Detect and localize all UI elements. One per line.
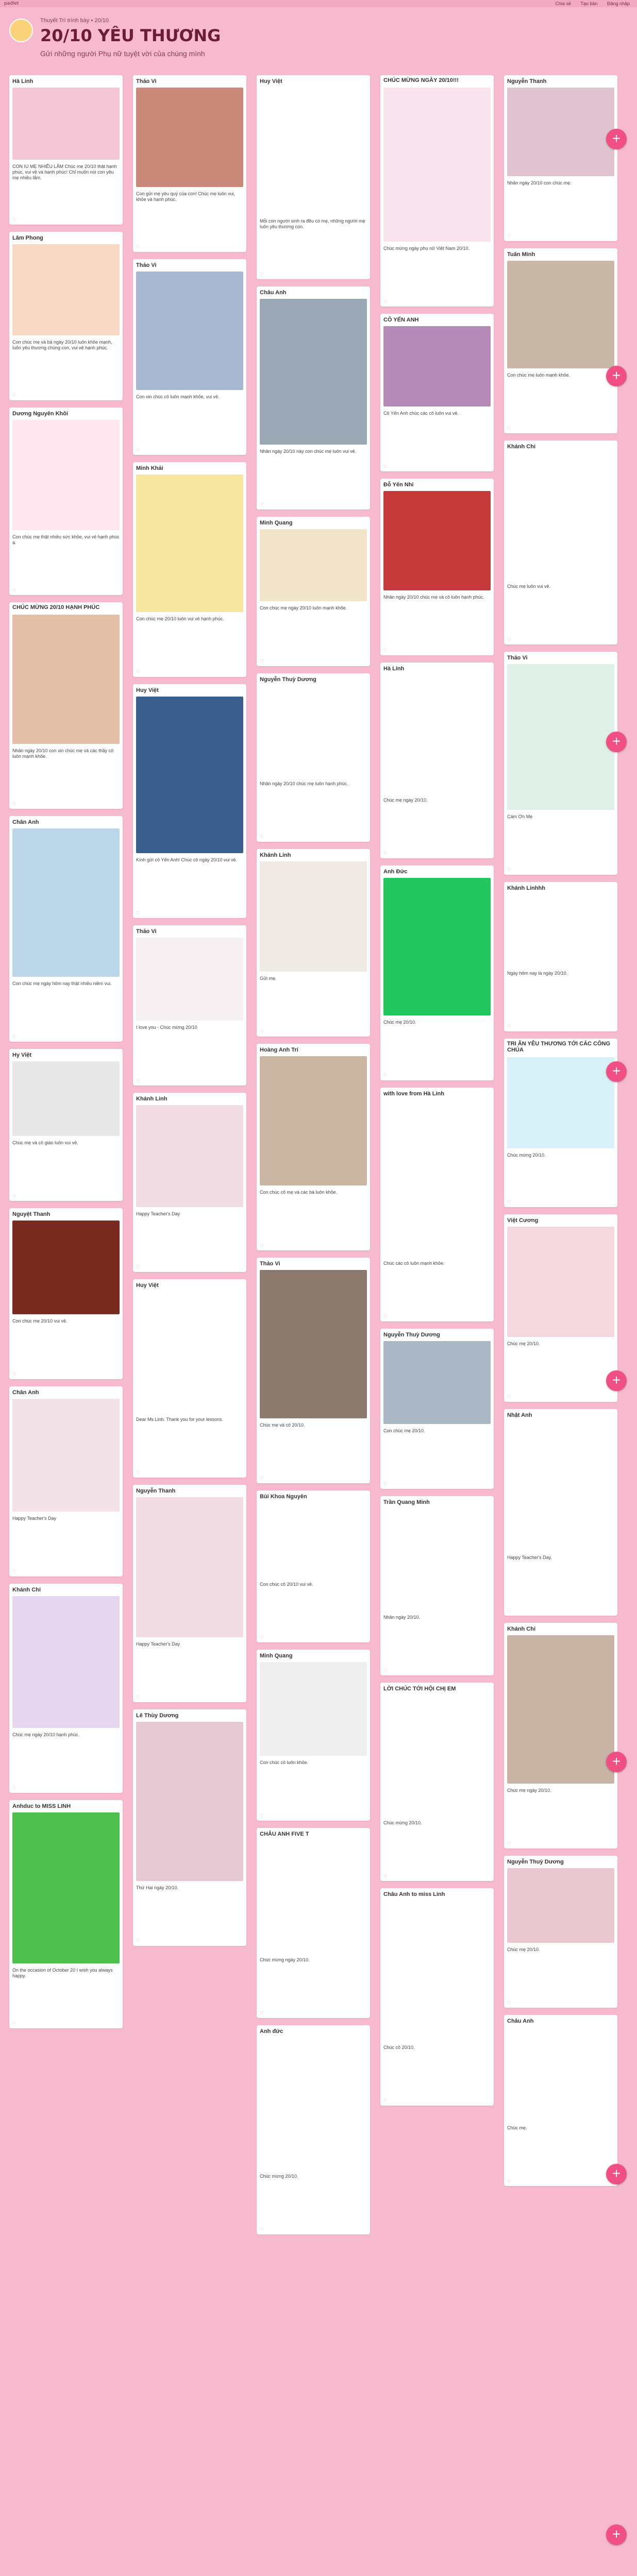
- post-text: Mỗi con người sinh ra đều có mẹ, những người mẹ luôn yêu thương con.: [260, 218, 365, 229]
- post-image: [507, 88, 614, 176]
- post-author: Huy Việt: [136, 1282, 159, 1289]
- post-image: [507, 453, 614, 580]
- post-author: Minh Quang: [260, 1653, 293, 1659]
- post-author: Nguyệt Thanh: [12, 1211, 51, 1217]
- heart-icon[interactable]: ♡: [136, 910, 141, 916]
- post-author: Khánh Linh: [136, 1096, 167, 1102]
- post-card[interactable]: [133, 925, 246, 1086]
- post-author: Nguyễn Thanh: [136, 1488, 176, 1494]
- post-card[interactable]: [504, 1856, 617, 2008]
- heart-icon[interactable]: ♡: [383, 851, 388, 856]
- heart-icon[interactable]: ♡: [260, 658, 264, 664]
- heart-icon[interactable]: ♡: [260, 502, 264, 507]
- heart-icon[interactable]: ♡: [507, 637, 512, 642]
- post-author: Khánh Chi: [507, 1626, 535, 1632]
- nav-share[interactable]: Chia sẻ: [555, 1, 571, 6]
- post-text: Con chúc mẹ 20/10 luôn vui vẻ hạnh phúc.: [136, 616, 224, 621]
- post-image: [260, 686, 367, 777]
- post-author: Thảo Vi: [136, 928, 157, 935]
- post-text: Chúc mẹ ngày 20/10.: [383, 798, 428, 803]
- post-image: [260, 1662, 367, 1756]
- heart-icon[interactable]: ♡: [12, 1034, 17, 1039]
- post-card[interactable]: [133, 1485, 246, 1702]
- post-card[interactable]: [133, 75, 246, 252]
- post-author: Dương Nguyên Khôi: [12, 411, 69, 417]
- post-text: Con chúc mẹ 20/10.: [383, 1428, 425, 1433]
- post-author: Chân Anh: [12, 1389, 39, 1396]
- post-card[interactable]: [133, 259, 246, 455]
- heart-icon[interactable]: ♡: [12, 1569, 17, 1574]
- post-text: Chúc mẹ ngày 20/10.: [507, 1788, 551, 1793]
- heart-icon[interactable]: ♡: [507, 2178, 512, 2183]
- nav-create[interactable]: Tạo bản: [580, 1, 598, 6]
- post-image: [507, 261, 614, 368]
- post-title: CHÚC MỪNG 20/10 HẠNH PHÚC: [12, 604, 100, 611]
- heart-icon[interactable]: ♡: [136, 244, 141, 249]
- heart-icon[interactable]: ♡: [507, 1608, 512, 1613]
- top-nav: [547, 1, 630, 6]
- post-card[interactable]: [504, 652, 617, 875]
- post-author: Huy Việt: [136, 687, 159, 693]
- post-author: Trần Quang Minh: [383, 1499, 430, 1505]
- post-image: [383, 878, 491, 1015]
- heart-icon[interactable]: ♡: [260, 1029, 264, 1034]
- post-card[interactable]: [380, 1329, 494, 1489]
- post-author: Nguyễn Thanh: [507, 78, 547, 84]
- post-image: [12, 244, 120, 335]
- post-image: [12, 615, 120, 744]
- post-image: [136, 938, 243, 1021]
- post-text: Nhân ngày 20/10 con chúc mẹ.: [507, 180, 572, 185]
- post-image: [383, 1100, 491, 1257]
- post-card[interactable]: [257, 1828, 370, 2018]
- post-image: [12, 88, 120, 160]
- post-card[interactable]: [257, 849, 370, 1037]
- post-author: Anhduc to MISS LINH: [12, 1803, 71, 1809]
- post-text: Cô Yến Anh chúc các cô luôn vui vẻ.: [383, 411, 459, 416]
- page-subtitle: Gửi những người Phụ nữ tuyệt vời của chúng mình: [40, 49, 205, 58]
- heart-icon[interactable]: ♡: [12, 2021, 17, 2026]
- heart-icon[interactable]: ♡: [383, 1873, 388, 1878]
- post-text: Ngày hôm nay là ngày 20/10.: [507, 971, 568, 976]
- post-author: with love from Hà Linh: [383, 1091, 444, 1097]
- post-text: Con chúc mẹ ngày hôm nay thật nhiều niềm vui.: [12, 981, 112, 986]
- post-image: [136, 272, 243, 390]
- post-card[interactable]: [504, 248, 617, 433]
- post-image: [260, 529, 367, 601]
- heart-icon[interactable]: ♡: [507, 1394, 512, 1399]
- heart-icon[interactable]: ♡: [12, 217, 17, 222]
- post-text: Con gửi mẹ yêu quý của con! Chúc mẹ luôn vui, khỏe và hạnh phúc.: [136, 191, 236, 202]
- add-post-button[interactable]: +: [606, 1370, 627, 1391]
- post-author: Tuấn Minh: [507, 251, 535, 258]
- post-card[interactable]: [504, 1214, 617, 1402]
- post-text: Chúc mừng 20/10.: [260, 2174, 298, 2179]
- post-image: [12, 420, 120, 530]
- post-text: Chúc cô 20/10.: [383, 2045, 415, 2050]
- heart-icon[interactable]: ♡: [136, 669, 141, 674]
- post-author: Khánh Linhhh: [507, 885, 545, 891]
- add-post-button[interactable]: +: [606, 2524, 627, 2545]
- post-text: Kính gửi cô Yến Anh! Chúc cô ngày 20/10 vui vẻ.: [136, 857, 237, 862]
- post-image: [136, 474, 243, 612]
- post-text: Con chúc mẹ thật nhiều sức khỏe, vui vẻ hạnh phúc ạ.: [12, 534, 120, 545]
- post-text: Chúc mừng 20/10.: [507, 1153, 546, 1158]
- post-author: CÔ YẾN ANH: [383, 317, 419, 323]
- post-text: Nhân ngày 20/10 này con chúc mẹ luôn vui vẻ.: [260, 449, 357, 454]
- post-author: Minh Khải: [136, 465, 163, 471]
- post-text: Chúc mẹ 20/10.: [383, 1020, 416, 1025]
- post-card[interactable]: [9, 1800, 123, 2028]
- post-text: Con chúc mẹ 20/10 vui vẻ.: [12, 1318, 68, 1324]
- heart-icon[interactable]: ♡: [136, 1078, 141, 1083]
- heart-icon[interactable]: ♡: [383, 648, 388, 653]
- post-text: Happy Teacher's Day.: [507, 1555, 552, 1560]
- post-text: Nhân ngày 20/10 chúc mẹ và cô luôn hạnh phúc.: [383, 595, 484, 600]
- heart-icon[interactable]: ♡: [507, 2000, 512, 2005]
- post-image: [383, 88, 491, 242]
- post-image: [383, 1695, 491, 1816]
- post-card[interactable]: [504, 75, 617, 241]
- heart-icon[interactable]: ♡: [507, 233, 512, 239]
- post-image: [260, 299, 367, 445]
- post-author: Nguyễn Thuỳ Dương: [383, 1332, 440, 1338]
- post-card[interactable]: [9, 602, 123, 809]
- post-card[interactable]: [9, 232, 123, 400]
- post-image: [507, 894, 614, 967]
- post-image: [136, 1497, 243, 1637]
- post-text: Chúc mẹ luôn vui vẻ.: [507, 584, 551, 589]
- post-text: Chúc mừng ngày 20/10.: [260, 1957, 310, 1962]
- post-text: Con chúc cô mẹ và các bà luôn khỏe.: [260, 1190, 338, 1195]
- board-header: [9, 15, 318, 67]
- heart-icon[interactable]: ♡: [383, 1314, 388, 1319]
- heart-icon[interactable]: ♡: [136, 1938, 141, 1943]
- post-card[interactable]: [9, 1049, 123, 1201]
- post-card[interactable]: [9, 1584, 123, 1793]
- post-card[interactable]: [257, 75, 370, 279]
- post-author: Châu Anh to miss Linh: [383, 1891, 445, 1897]
- post-author: Châu Anh: [260, 290, 287, 296]
- post-image: [12, 1061, 120, 1136]
- post-author: Khánh Chi: [12, 1587, 41, 1593]
- post-card[interactable]: [504, 1409, 617, 1616]
- heart-icon[interactable]: ♡: [136, 1264, 141, 1269]
- post-title: TRI ÂN YÊU THƯƠNG TỚI CÁC CÔNG CHÚA: [507, 1041, 611, 1053]
- post-image: [383, 1509, 491, 1611]
- post-text: I love you - Chúc mừng 20/10: [136, 1025, 197, 1030]
- post-author: Khánh Chi: [507, 444, 535, 450]
- heart-icon[interactable]: ♡: [12, 1785, 17, 1790]
- post-card[interactable]: [133, 1093, 246, 1272]
- post-image: [136, 88, 243, 187]
- post-card[interactable]: [257, 673, 370, 842]
- heart-icon[interactable]: ♡: [260, 1813, 264, 1818]
- post-text: Con chúc cô luôn khỏe.: [260, 1760, 309, 1765]
- heart-icon[interactable]: ♡: [12, 1371, 17, 1377]
- post-card[interactable]: [9, 75, 123, 225]
- post-card[interactable]: [257, 286, 370, 510]
- post-text: Chúc mẹ.: [507, 2125, 527, 2130]
- post-card[interactable]: [380, 314, 494, 471]
- post-card[interactable]: [504, 440, 617, 645]
- post-text: Chúc mẹ và cô 20/10.: [260, 1422, 305, 1428]
- post-card[interactable]: [380, 866, 494, 1080]
- avatar: [9, 19, 33, 42]
- heart-icon[interactable]: ♡: [507, 426, 512, 431]
- padlet-logo[interactable]: padlet: [4, 1, 19, 6]
- heart-icon[interactable]: ♡: [12, 801, 17, 806]
- post-card[interactable]: [257, 1650, 370, 1821]
- post-text: Chúc mẹ ngày 20/10 hạnh phúc.: [12, 1732, 80, 1737]
- post-author: Thảo Vi: [260, 1261, 280, 1267]
- post-image: [383, 1901, 491, 2041]
- post-author: Hoàng Anh Trí: [260, 1047, 298, 1053]
- post-card[interactable]: [257, 1258, 370, 1483]
- post-author: CHÂU ANH FIVE T: [260, 1831, 309, 1837]
- post-text: Chúc các cô luôn mạnh khỏe.: [383, 1261, 445, 1266]
- post-text: Chúc mừng ngày phụ nữ Việt Nam 20/10.: [383, 246, 470, 251]
- post-text: Happy Teacher's Day: [136, 1641, 180, 1647]
- post-text: Happy Teacher's Day: [136, 1211, 180, 1216]
- post-text: Chúc mẹ 20/10.: [507, 1947, 540, 1952]
- post-text: Nhân ngày 20/10 chúc mẹ luôn hạnh phúc.: [260, 781, 348, 786]
- heart-icon[interactable]: ♡: [507, 1024, 512, 1029]
- post-card[interactable]: [257, 1490, 370, 1642]
- top-bar: [0, 0, 637, 7]
- heart-icon[interactable]: ♡: [383, 1073, 388, 1078]
- post-image: [507, 1227, 614, 1337]
- post-text: Nhân ngày 20/10 con xin chúc mẹ và các thầy cô luôn mạnh khỏe.: [12, 748, 114, 759]
- post-author: Anh Đức: [383, 869, 408, 875]
- post-author: Anh đức: [260, 2028, 283, 2035]
- post-image: [383, 326, 491, 406]
- post-author: Lê Thùy Dương: [136, 1713, 179, 1719]
- post-text: Chúc mừng 20/10.: [383, 1820, 422, 1825]
- post-author: Minh Quang: [260, 520, 293, 526]
- post-text: Con xin chúc cô luôn mạnh khỏe, vui vẻ.: [136, 394, 220, 399]
- post-image: [12, 828, 120, 977]
- heart-icon[interactable]: ♡: [507, 867, 512, 872]
- post-card[interactable]: [133, 1279, 246, 1478]
- post-image: [383, 675, 491, 793]
- heart-icon[interactable]: ♡: [260, 834, 264, 839]
- post-author: Lâm Phong: [12, 235, 43, 241]
- post-author: Hà Linh: [383, 666, 405, 672]
- post-author: Châu Anh: [507, 2018, 534, 2024]
- heart-icon[interactable]: ♡: [260, 2227, 264, 2232]
- post-author: Bùi Khoa Nguyên: [260, 1494, 307, 1500]
- heart-icon[interactable]: ♡: [383, 1481, 388, 1486]
- post-text: Nhân ngày 20/10.: [383, 1615, 421, 1620]
- add-post-button[interactable]: +: [606, 1061, 627, 1082]
- heart-icon[interactable]: ♡: [383, 2098, 388, 2103]
- heart-icon[interactable]: ♡: [12, 1193, 17, 1198]
- heart-icon[interactable]: ♡: [260, 1476, 264, 1481]
- post-author: Khánh Linh: [260, 852, 291, 858]
- post-author: Thảo Vi: [136, 78, 157, 84]
- post-image: [260, 1503, 367, 1578]
- post-text: Con chúc mẹ và bà ngày 20/10 luôn khỏe mạnh, luôn yêu thương chúng con, vui vẻ hạnh phúc.: [12, 340, 112, 350]
- post-card[interactable]: [380, 75, 494, 307]
- post-card[interactable]: [380, 663, 494, 858]
- heart-icon[interactable]: ♡: [383, 464, 388, 469]
- post-image: [136, 1292, 243, 1413]
- post-author: Nhật Anh: [507, 1412, 532, 1418]
- breadcrumb: Thuyết Trì trình bày • 20/10: [40, 18, 109, 24]
- post-image: [507, 2027, 614, 2121]
- post-author: Nguyễn Thuỳ Dương: [260, 676, 316, 683]
- heart-icon[interactable]: ♡: [260, 2010, 264, 2015]
- post-card[interactable]: [380, 1088, 494, 1321]
- post-card[interactable]: [133, 462, 246, 677]
- heart-icon[interactable]: ♡: [260, 272, 264, 277]
- post-image: [507, 1868, 614, 1943]
- heart-icon[interactable]: ♡: [12, 587, 17, 592]
- post-card[interactable]: [257, 2025, 370, 2234]
- post-image: [383, 491, 491, 590]
- post-image: [12, 1596, 120, 1728]
- post-image: [260, 861, 367, 972]
- post-card[interactable]: [9, 1208, 123, 1379]
- post-text: Happy Teacher's Day: [12, 1516, 57, 1521]
- heart-icon[interactable]: ♡: [260, 1243, 264, 1248]
- add-post-button[interactable]: +: [606, 129, 627, 149]
- post-card[interactable]: [9, 816, 123, 1042]
- post-card[interactable]: [380, 479, 494, 655]
- post-card[interactable]: [380, 1888, 494, 2106]
- post-text: Con chúc mẹ ngày 20/10 luôn mạnh khỏe.: [260, 605, 347, 611]
- post-image: [260, 1056, 367, 1185]
- heart-icon[interactable]: ♡: [136, 1470, 141, 1475]
- post-card[interactable]: [504, 882, 617, 1031]
- add-post-button[interactable]: +: [606, 1752, 627, 1772]
- post-image: [260, 1840, 367, 1953]
- post-author: Chân Anh: [12, 819, 39, 825]
- post-card[interactable]: [380, 1683, 494, 1881]
- post-author: Nguyễn Thuỳ Dương: [507, 1859, 564, 1865]
- post-text: Gửi mẹ.: [260, 976, 277, 981]
- post-author: Hy Việt: [12, 1052, 32, 1058]
- post-text: Con chúc mẹ luôn mạnh khỏe.: [507, 372, 571, 378]
- post-image: [136, 1722, 243, 1881]
- post-card[interactable]: [504, 2015, 617, 2186]
- post-image: [507, 1421, 614, 1551]
- heart-icon[interactable]: ♡: [12, 393, 17, 398]
- post-text: Con chúc cô 20/10 vui vẻ.: [260, 1582, 313, 1587]
- post-image: [260, 88, 367, 214]
- post-author: Việt Cương: [507, 1217, 539, 1224]
- post-card[interactable]: [257, 517, 370, 666]
- post-image: [260, 2038, 367, 2170]
- post-text: Chúc mẹ và cô giáo luôn vui vẻ.: [12, 1140, 78, 1145]
- post-author: Thảo Vi: [507, 655, 528, 661]
- post-text: On the occasion of October 20 I wish you always happy.: [12, 1968, 113, 1978]
- nav-login[interactable]: Đăng nhập: [607, 1, 630, 6]
- post-card[interactable]: [257, 1044, 370, 1250]
- heart-icon[interactable]: ♡: [383, 299, 388, 304]
- post-text: CON IU MẸ NHIỀU LẮM Chúc mẹ 20/10 thật hạnh phúc, vui vẻ và hạnh phúc! Chỉ muốn nói con yêu mẹ nhiều lắm.: [12, 164, 117, 180]
- post-author: Hà Linh: [12, 78, 33, 84]
- post-image: [136, 1105, 243, 1207]
- post-image: [507, 664, 614, 810]
- post-image: [507, 1635, 614, 1784]
- post-author: Huy Việt: [260, 78, 282, 84]
- add-post-button[interactable]: +: [606, 732, 627, 752]
- post-image: [12, 1399, 120, 1512]
- heart-icon[interactable]: ♡: [507, 1199, 512, 1205]
- post-card[interactable]: [133, 684, 246, 918]
- post-card[interactable]: [504, 1623, 617, 1849]
- post-image: [136, 697, 243, 853]
- post-text: Cám Ơn Mẹ: [507, 814, 533, 819]
- add-post-button[interactable]: +: [606, 366, 627, 386]
- post-image: [260, 1270, 367, 1418]
- post-card[interactable]: [380, 1496, 494, 1675]
- post-image: [383, 1341, 491, 1424]
- post-card[interactable]: [133, 1709, 246, 1946]
- post-author: LỜI CHÚC TỚI HỘI CHỊ EM: [383, 1686, 456, 1692]
- post-card[interactable]: [504, 1039, 617, 1207]
- heart-icon[interactable]: ♡: [136, 447, 141, 452]
- heart-icon[interactable]: ♡: [383, 1668, 388, 1673]
- post-title: CHÚC MỪNG NGÀY 20/10!!!: [383, 77, 459, 83]
- post-text: Dear Ms Linh. Thank you for your lessons.: [136, 1417, 223, 1422]
- post-author: Đỗ Yến Nhi: [383, 482, 414, 488]
- post-image: [12, 1221, 120, 1314]
- heart-icon[interactable]: ♡: [136, 1694, 141, 1700]
- heart-icon[interactable]: ♡: [507, 1841, 512, 1846]
- post-author: Thảo Vi: [136, 262, 157, 268]
- post-image: [507, 1057, 614, 1148]
- page-title: 20/10 YÊU THƯƠNG: [40, 26, 221, 45]
- add-post-button[interactable]: +: [606, 2164, 627, 2184]
- post-text: Thứ Hai ngày 20/10.: [136, 1885, 179, 1890]
- heart-icon[interactable]: ♡: [260, 1635, 264, 1640]
- post-card[interactable]: [9, 408, 123, 595]
- post-text: Chúc mẹ 20/10.: [507, 1341, 540, 1346]
- post-card[interactable]: [9, 1386, 123, 1577]
- post-image: [12, 1812, 120, 1963]
